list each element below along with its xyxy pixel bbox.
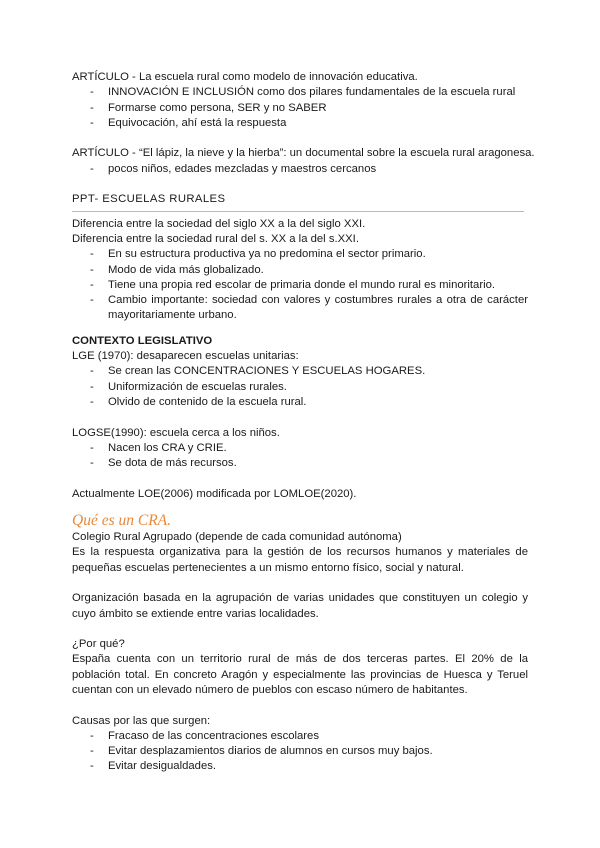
- articulo1-title: ARTÍCULO - La escuela rural como modelo de innovación educativa.: [72, 71, 418, 83]
- causes-list: [72, 729, 528, 775]
- list-item: - Se dota de más recursos.: [72, 456, 528, 471]
- ppt-heading: PPT- ESCUELAS RURALES: [72, 193, 226, 206]
- list-item: - En su estructura productiva ya no predomina el sector primario.: [72, 247, 528, 262]
- cra-paragraph-3: España cuenta con un territorio rural de más de dos terceras partes. El 20% de la población total. En concreto Aragón y especialmente las provincias de Huesca y Teruel cuentan con un elevado número de pueblos con escaso número de habitantes.: [72, 653, 528, 696]
- list-item: - Uniformización de escuelas rurales.: [72, 380, 528, 395]
- cra-subtitle: Colegio Rural Agrupado (depende de cada comunidad autónoma): [72, 531, 402, 544]
- lge-line: LGE (1970): desaparecen escuelas unitarias:: [72, 350, 299, 363]
- list-item: - Nacen los CRA y CRIE.: [72, 441, 528, 456]
- horizontal-divider: [72, 211, 524, 212]
- logse-line: LOGSE(1990): escuela cerca a los niños.: [72, 426, 280, 439]
- list-item: - Evitar desigualdades.: [72, 759, 528, 774]
- actual-line: Actualmente LOE(2006) modificada por LOMLOE(2020).: [72, 487, 357, 500]
- list-item: - INNOVACIÓN E INCLUSIÓN como dos pilares fundamentales de la escuela rural: [72, 85, 528, 100]
- ppt-line-2: Diferencia entre la sociedad rural del s. XX a la del s.XXI.: [72, 232, 359, 245]
- articulo2-title: ARTÍCULO - “El lápiz, la nieve y la hierba”: un documental sobre la escuela rural aragonesa.: [72, 147, 535, 160]
- list-item: - Modo de vida más globalizado.: [72, 263, 528, 278]
- list-item: - Equivocación, ahí está la respuesta: [72, 116, 528, 131]
- ppt-list: [72, 247, 528, 323]
- list-item: - Evitar desplazamientos diarios de alumnos en cursos muy bajos.: [72, 744, 528, 759]
- list-item: - Tiene una propia red escolar de primaria donde el mundo rural es minoritario.: [72, 278, 528, 293]
- cra-paragraph-1: Es la respuesta organizativa para la gestión de los recursos humanos y materiales de pequeñas escuelas pertenecientes a un mismo entorno físico, social y natural.: [72, 546, 528, 574]
- contexto-heading: CONTEXTO LEGISLATIVO: [72, 334, 213, 347]
- articulo1-list: [72, 85, 528, 131]
- ppt-line-1: Diferencia entre la sociedad del siglo XX a la del siglo XXI.: [72, 217, 366, 230]
- document-page: [72, 70, 535, 775]
- articulo2-list: [72, 162, 528, 177]
- causes-heading: Causas por las que surgen:: [72, 714, 211, 727]
- cra-title: Qué es un CRA.: [72, 512, 172, 530]
- list-item: - Cambio importante: sociedad con valores y costumbres rurales a otra de carácter mayoritariamente urbano.: [72, 293, 528, 324]
- list-item: - Olvido de contenido de la escuela rural.: [72, 395, 528, 410]
- list-item: - Formarse como persona, SER y no SABER: [72, 101, 528, 116]
- cra-paragraph-2: Organización basada en la agrupación de varias unidades que constituyen un colegio y cuyo ámbito se extiende entre varias localidades.: [72, 592, 528, 620]
- lge-list: [72, 364, 528, 410]
- why-heading: ¿Por qué?: [72, 638, 125, 651]
- list-item: - Se crean las CONCENTRACIONES Y ESCUELAS HOGARES.: [72, 364, 528, 379]
- list-item: - Fracaso de las concentraciones escolares: [72, 729, 528, 744]
- logse-list: [72, 441, 528, 472]
- list-item: - pocos niños, edades mezcladas y maestros cercanos: [72, 162, 528, 177]
